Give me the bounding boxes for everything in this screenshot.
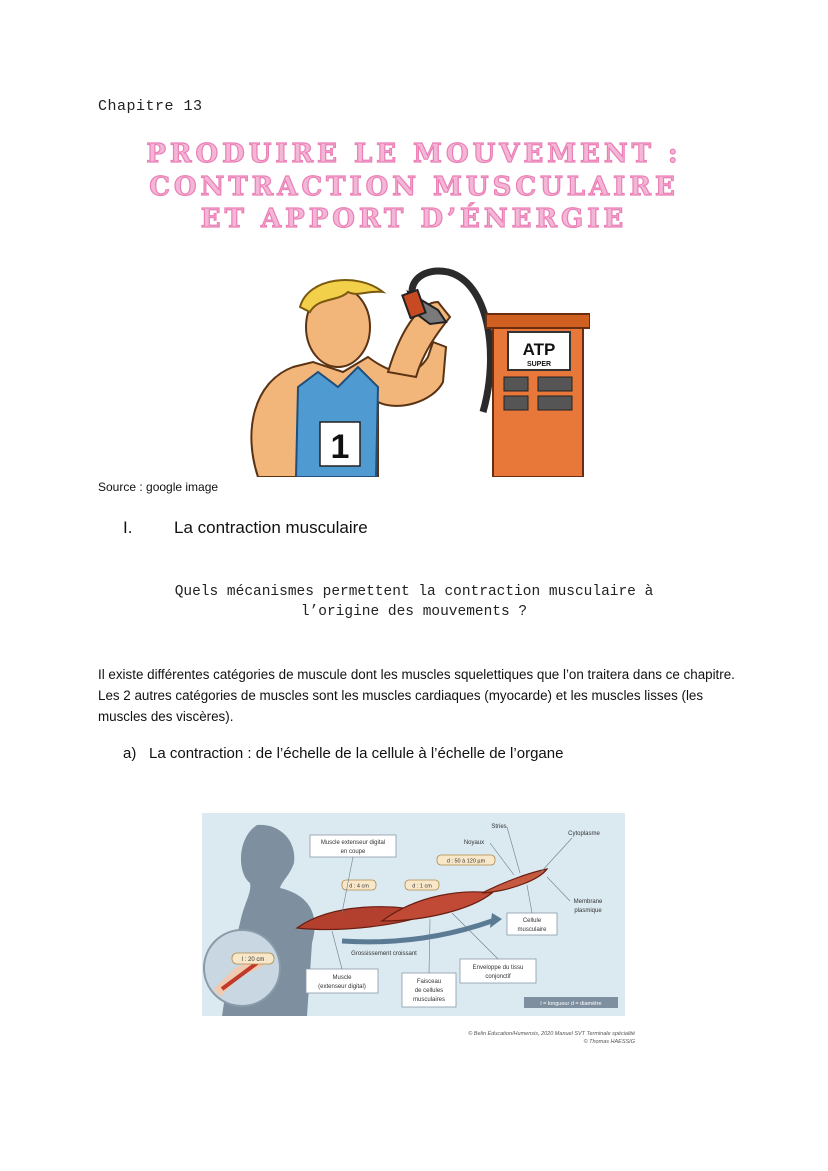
label-muscle-1: Muscle bbox=[332, 975, 352, 981]
section-number: I. bbox=[123, 518, 133, 537]
label-cellule-2: musculaire bbox=[517, 927, 547, 933]
nozzle-grip bbox=[402, 290, 425, 318]
label-faisceau-2: de cellules bbox=[414, 988, 444, 994]
title-line-2: CONTRACTION MUSCULAIRE bbox=[149, 171, 679, 202]
pump-atp-label: ATP bbox=[522, 340, 556, 359]
pump-panel-2 bbox=[538, 377, 572, 391]
label-noyaux: Noyaux bbox=[463, 840, 485, 846]
section-heading-1 bbox=[123, 518, 368, 538]
athlete-atp-pump-illustration bbox=[238, 262, 590, 477]
label-membrane-1: Membrane bbox=[573, 899, 603, 905]
label-faisceau-1: Faisceau bbox=[416, 979, 442, 985]
label-muscle-ext-1: Muscle extenseur digital bbox=[320, 840, 386, 846]
page-title bbox=[80, 138, 748, 236]
pump-panel-4 bbox=[538, 396, 572, 410]
section-title: La contraction musculaire bbox=[174, 518, 368, 537]
figure-credit bbox=[420, 1031, 635, 1046]
cell-diameter-text: d : 50 à 120 µm bbox=[446, 858, 486, 865]
muscle-structure-figure bbox=[202, 813, 625, 1016]
label-faisceau-3: musculaires bbox=[412, 997, 446, 1003]
title-line-3: ET APPORT D’ÉNERGIE bbox=[200, 204, 628, 234]
chapter-label: Chapitre 13 bbox=[98, 98, 203, 115]
credit-line-1: © Belin Éducation/Humensis, 2020 Manuel SVT Terminale spécialité bbox=[468, 1031, 635, 1037]
label-cellule-1: Cellule bbox=[522, 918, 542, 924]
label-muscle-ext-2: en coupe bbox=[340, 849, 366, 855]
pump-panel-1 bbox=[504, 377, 528, 391]
image-source: Source : google image bbox=[98, 480, 219, 494]
title-line-1: PRODUIRE LE MOUVEMENT : bbox=[146, 139, 682, 169]
intro-paragraph: Il existe différentes catégories de muscule dont les muscles squelettiques que l’on traitera dans ce chapitre. Les 2 autres catégories de muscles sont les muscles cardiaques (myocarde) et les muscles lisses (les muscles des viscères). bbox=[98, 667, 735, 724]
label-grossissement: Grossissement croissant bbox=[351, 951, 417, 957]
label-enveloppe-1: Enveloppe du tissu bbox=[472, 965, 524, 971]
label-muscle-2: (extenseur digital) bbox=[318, 984, 366, 990]
subsection-letter: a) bbox=[123, 745, 137, 762]
bundle-diameter-text: d : 1 cm bbox=[412, 883, 432, 890]
pump-super-label: SUPER bbox=[526, 361, 552, 368]
length-tag-text: l : 20 cm bbox=[241, 957, 265, 963]
muscle-diameter-text: d : 4 cm bbox=[349, 883, 369, 890]
question-line-2: l’origine des mouvements ? bbox=[300, 604, 528, 620]
label-stries: Stries bbox=[491, 824, 507, 830]
label-membrane-2: plasmique bbox=[574, 908, 602, 914]
bib-number: 1 bbox=[330, 428, 350, 466]
label-enveloppe-2: conjonctif bbox=[485, 974, 511, 980]
subsection-heading-a bbox=[123, 745, 563, 762]
pump-top bbox=[486, 314, 590, 328]
label-cytoplasme: Cytoplasme bbox=[568, 831, 600, 837]
guiding-question bbox=[100, 582, 728, 622]
credit-line-2: © Thomas HAESSIG bbox=[583, 1038, 635, 1045]
question-line-1: Quels mécanismes permettent la contraction musculaire à bbox=[174, 584, 654, 600]
pump-panel-3 bbox=[504, 396, 528, 410]
subsection-title: La contraction : de l’échelle de la cellule à l’échelle de l’organe bbox=[149, 745, 564, 762]
legend-text: l = longueur d = diamètre bbox=[540, 1001, 602, 1007]
